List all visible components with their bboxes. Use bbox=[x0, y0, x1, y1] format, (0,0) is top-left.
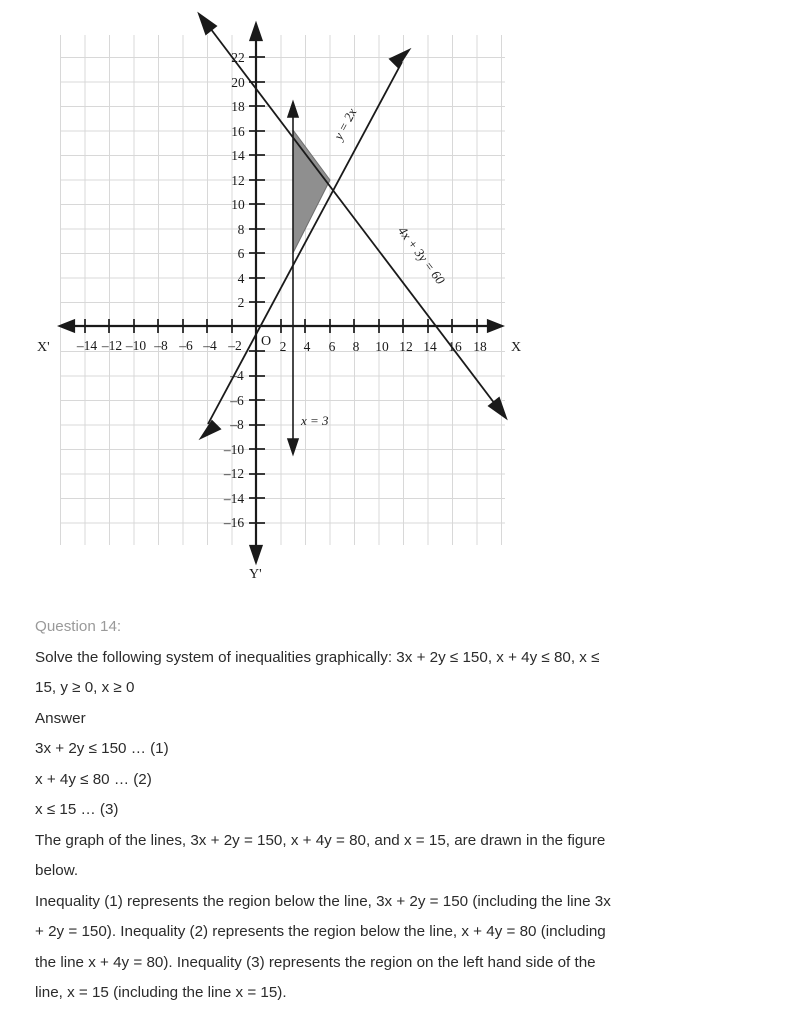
y-tick-label: 2 bbox=[237, 295, 245, 310]
equation-2: x + 4y ≤ 80 … (2) bbox=[35, 770, 152, 788]
equation-3: x ≤ 15 … (3) bbox=[35, 801, 119, 818]
y-tick-label: 22 bbox=[231, 50, 245, 65]
y-tick-label: 8 bbox=[237, 222, 245, 237]
y-tick-label: 16 bbox=[231, 124, 245, 139]
axis-label-x-negative: X' bbox=[37, 340, 50, 355]
x-tick-label: –12 bbox=[101, 338, 123, 353]
x-tick-label: –2 bbox=[228, 338, 242, 353]
x-tick-label: 14 bbox=[423, 339, 437, 354]
y-tick-label: 14 bbox=[231, 148, 245, 163]
x-tick-label: –4 bbox=[203, 338, 217, 353]
paragraph-1-line-2: below. bbox=[35, 862, 79, 879]
x-tick-label: 4 bbox=[303, 339, 311, 354]
x-tick-label: 10 bbox=[375, 339, 389, 354]
y-tick-label: 18 bbox=[231, 99, 245, 114]
paragraph-1-line-1: The graph of the lines, 3x + 2y = 150, x + 4y = 80, and x = 15, are drawn in the figure bbox=[35, 831, 606, 849]
x-tick-label: –6 bbox=[179, 338, 193, 353]
y-tick-label: 10 bbox=[231, 197, 245, 212]
x-tick-label: 16 bbox=[448, 339, 462, 354]
axis-label-x-positive: X bbox=[511, 340, 522, 355]
y-tick-label: –14 bbox=[223, 491, 245, 506]
x-tick-label: 12 bbox=[399, 339, 413, 354]
paragraph-2-line-3: the line x + 4y = 80). Inequality (3) represents the region on the left hand side of the bbox=[35, 953, 596, 971]
x-tick-label: –10 bbox=[125, 338, 147, 353]
question-line-1: Solve the following system of inequalities graphically: 3x + 2y ≤ 150, x + 4y ≤ 80, x ≤ bbox=[35, 648, 600, 666]
paragraph-2-line-1: Inequality (1) represents the region below the line, 3x + 2y = 150 (including the line 3x bbox=[35, 892, 611, 910]
y-tick-label: –8 bbox=[230, 417, 244, 432]
answer-heading: Answer bbox=[35, 709, 86, 727]
x-tick-label: 8 bbox=[352, 339, 360, 354]
y-tick-label: 12 bbox=[231, 173, 245, 188]
y-tick-label: –6 bbox=[230, 393, 244, 408]
shaded-region bbox=[293, 130, 330, 253]
y-tick-label: –16 bbox=[223, 515, 245, 530]
y-tick-label: 6 bbox=[237, 246, 245, 261]
y-tick-label: –12 bbox=[223, 466, 245, 481]
x-tick-label: –14 bbox=[76, 338, 98, 353]
line-label-4x-3y-60: 4x + 3y = 60 bbox=[395, 223, 449, 287]
y-tick-label: 20 bbox=[231, 75, 245, 90]
question-heading: Question 14: bbox=[35, 618, 122, 635]
answer-body bbox=[35, 612, 787, 1009]
grid-lines bbox=[60, 35, 505, 545]
x-tick-label: 2 bbox=[279, 339, 287, 354]
paragraph-2-line-2: + 2y = 150). Inequality (2) represents the region below the line, x + 4y = 80 (including bbox=[35, 923, 606, 940]
y-tick-label: –10 bbox=[223, 442, 245, 457]
question-line-2: 15, y ≥ 0, x ≥ 0 bbox=[35, 679, 135, 696]
axis-label-y-negative: Y' bbox=[249, 567, 262, 582]
line-label-x-3: x = 3 bbox=[301, 413, 329, 428]
paragraph-2-line-4: line, x = 15 (including the line x = 15). bbox=[35, 984, 287, 1001]
axis-label-origin: O bbox=[261, 334, 272, 349]
line-label-y-2x: y = 2x bbox=[330, 105, 360, 143]
x-tick-label: 18 bbox=[473, 339, 487, 354]
equation-1: 3x + 2y ≤ 150 … (1) bbox=[35, 740, 169, 757]
x-tick-label: 6 bbox=[328, 339, 336, 354]
line-4x-3y-60 bbox=[199, 14, 506, 418]
y-tick-label: –4 bbox=[230, 368, 244, 383]
y-tick-label: 4 bbox=[237, 271, 245, 286]
x-tick-label: –8 bbox=[154, 338, 168, 353]
